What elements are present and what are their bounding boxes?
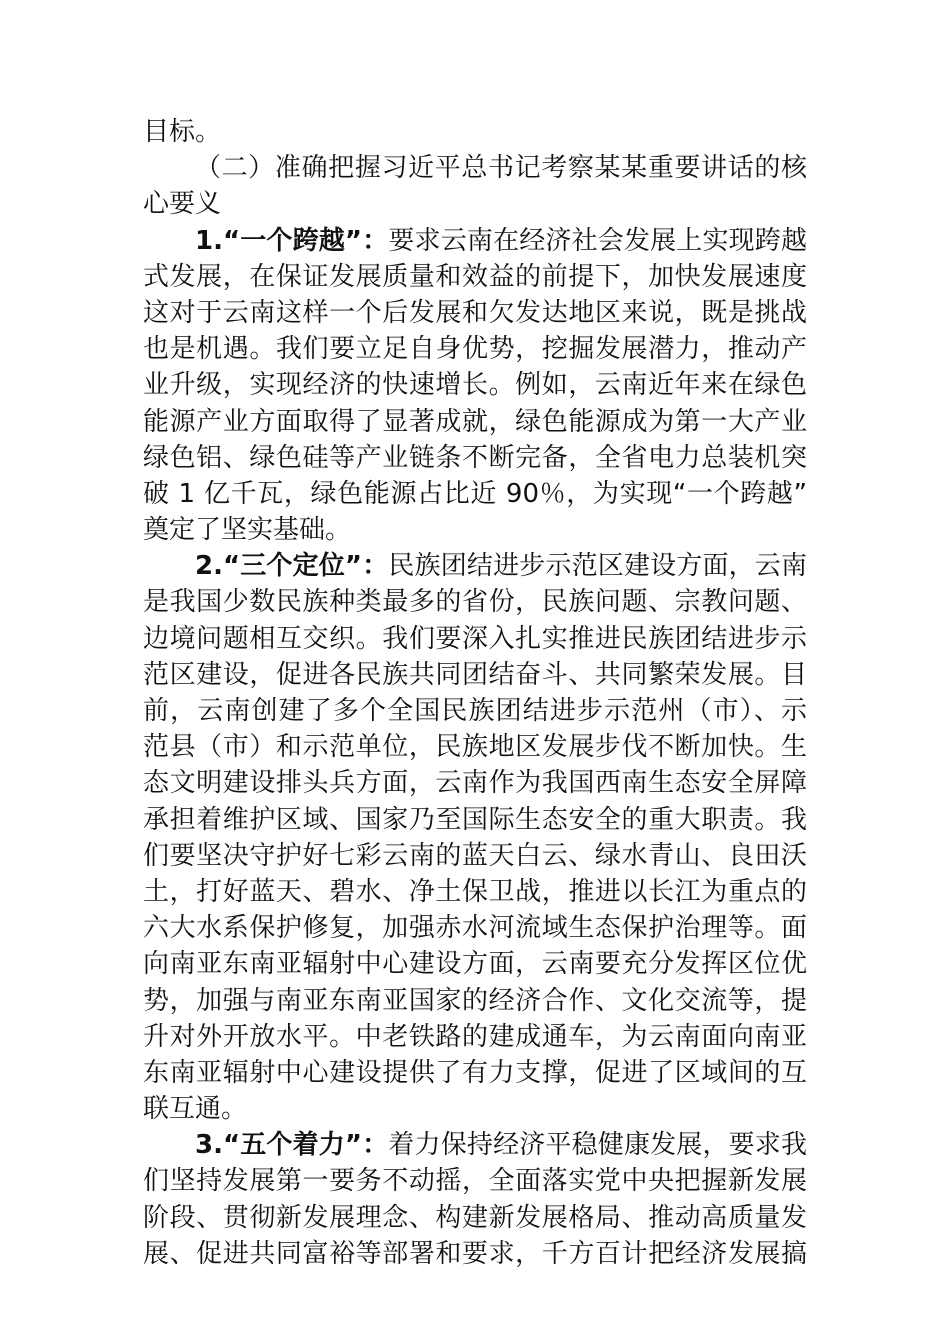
item2-line: 边境问题相互交织。我们要深入扎实推进民族团结进步示 [143, 623, 807, 654]
item2-label: 2.“三个定位”： [195, 551, 389, 582]
item3-text: 着力保持经济平稳健康发展，要求我 [388, 1130, 807, 1161]
item2-line: 向南亚东南亚辐射中心建设方面，云南要充分发挥区位优 [143, 949, 807, 980]
item2-line: 联互通。 [143, 1094, 248, 1125]
item1-line: 式发展，在保证发展质量和效益的前提下，加快发展速度 [143, 261, 807, 292]
item3-line: 阶段、贯彻新发展理念、构建新发展格局、推动高质量发 [143, 1202, 807, 1233]
item2-line: 土，打好蓝天、碧水、净土保卫战，推进以长江为重点的 [143, 876, 807, 907]
item1-line: 奠定了坚实基础。 [143, 515, 352, 546]
intro-line: 目标。 [143, 117, 222, 147]
item1-line: 破 1 亿千瓦，绿色能源占比近 90％，为实现“一个跨越” [143, 478, 807, 509]
item1-line: 这对于云南这样一个后发展和欠发达地区来说，既是挑战 [143, 297, 807, 328]
item1-line: 绿色铝、绿色硅等产业链条不断完备，全省电力总装机突 [143, 442, 807, 473]
item2-line: 们要坚决守护好七彩云南的蓝天白云、绿水青山、良田沃 [143, 840, 807, 871]
item2-line: 六大水系保护修复，加强赤水河流域生态保护治理等。面 [143, 913, 807, 944]
item2-text: 民族团结进步示范区建设方面，云南 [388, 551, 807, 582]
item2-line: 范区建设，促进各民族共同团结奋斗、共同繁荣发展。目 [143, 659, 807, 690]
document-body [143, 114, 807, 1272]
item1-label: 1.“一个跨越”： [195, 225, 389, 256]
item2-line: 势，加强与南亚东南亚国家的经济合作、文化交流等，提 [143, 985, 807, 1016]
item3-label: 3.“五个着力”： [195, 1130, 389, 1161]
item2-line: 前，云南创建了多个全国民族团结进步示范州（市）、示 [143, 696, 807, 726]
item2-line: 范县（市）和示范单位，民族地区发展步伐不断加快。生 [143, 732, 807, 763]
item2-line: 态文明建设排头兵方面，云南作为我国西南生态安全屏障 [143, 768, 807, 799]
item3-first-line [143, 1127, 807, 1163]
item3-line: 展、促进共同富裕等部署和要求，千方百计把经济发展搞 [143, 1238, 807, 1269]
section-heading-line-2: 心要义 [143, 189, 222, 220]
item1-line: 也是机遇。我们要立足自身优势，挖掘发展潜力，推动产 [143, 334, 807, 365]
item2-line: 承担着维护区域、国家乃至国际生态安全的重大职责。我 [143, 804, 807, 835]
item2-line: 东南亚辐射中心建设提供了有力支撑，促进了区域间的互 [143, 1057, 807, 1088]
item1-text: 要求云南在经济社会发展上实现跨越 [388, 225, 807, 256]
item2-line: 升对外开放水平。中老铁路的建成通车，为云南面向南亚 [143, 1021, 807, 1052]
item3-line: 们坚持发展第一要务不动摇，全面落实党中央把握新发展 [143, 1166, 807, 1197]
item1-first-line [143, 223, 807, 259]
section-heading-line-1: （二）准确把握习近平总书记考察某某重要讲话的核 [195, 153, 807, 184]
item1-line: 业升级，实现经济的快速增长。例如，云南近年来在绿色 [143, 370, 807, 401]
item2-line: 是我国少数民族种类最多的省份，民族问题、宗教问题、 [143, 587, 807, 618]
item1-line: 能源产业方面取得了显著成就，绿色能源成为第一大产业 [143, 406, 807, 437]
item2-first-line [143, 548, 807, 584]
